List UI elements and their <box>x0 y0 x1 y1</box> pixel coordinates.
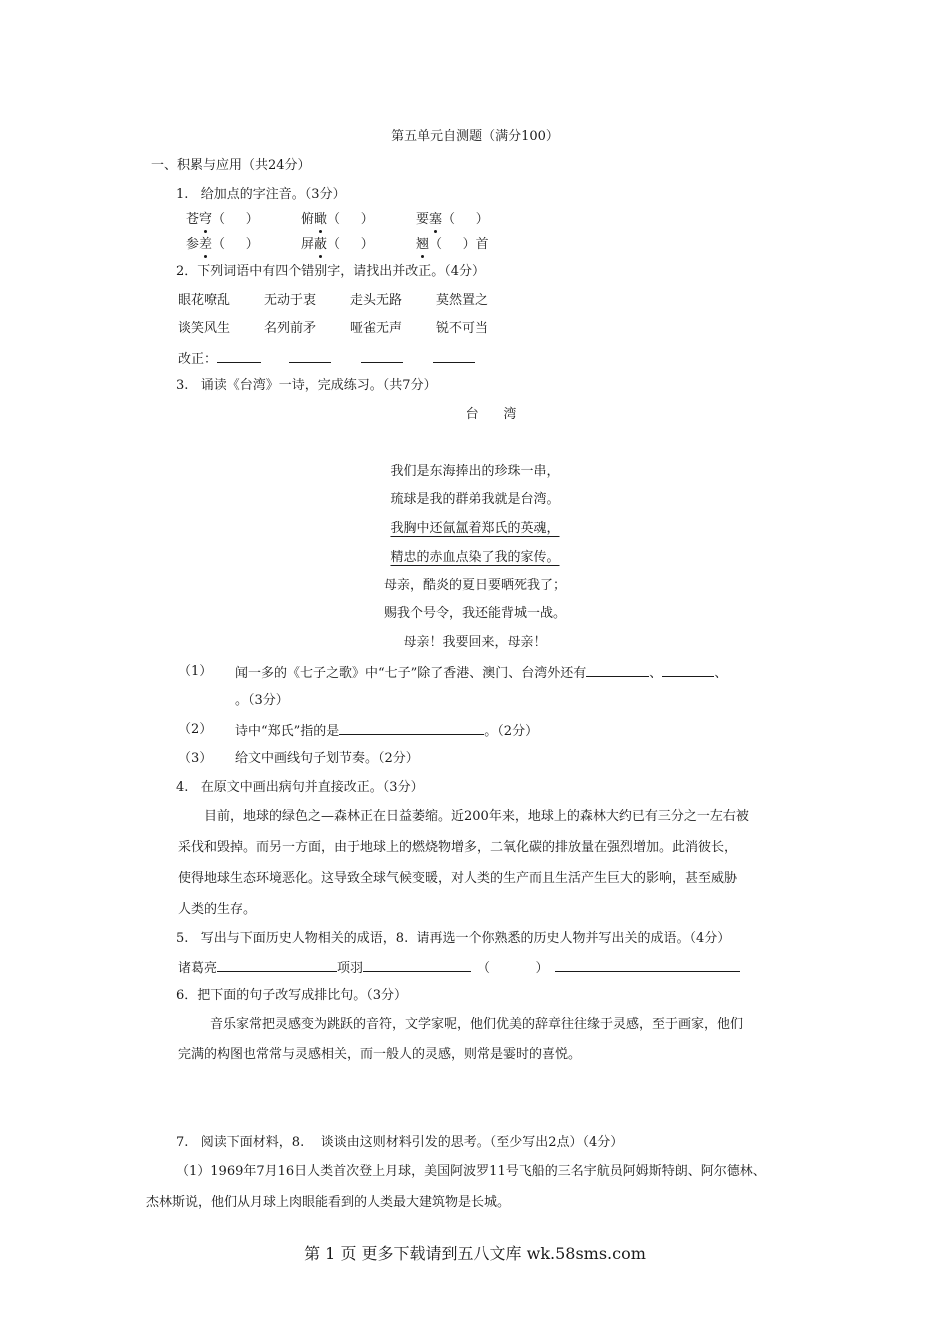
answer-blank[interactable] <box>586 663 649 677</box>
question-1-stem: 1. 给加点的字注音。（3分） <box>176 187 346 202</box>
question-2-stem: 2．下列词语中有四个错别字，请找出并改正。（4分） <box>176 264 486 279</box>
poem-line-underlined: 精忠的赤血点染了我的家传。 <box>390 550 560 565</box>
sub-question-3: 给文中画线句子划节奏。（2分） <box>235 751 419 766</box>
pinyin-item: 要塞（ ） <box>416 212 489 227</box>
page-footer: 第 1 页 更多下载请到五八文库 wk.58sms.com <box>304 1244 646 1263</box>
question-6-stem: 6．把下面的句子改写成排比句。（3分） <box>176 988 408 1003</box>
pinyin-item: 参差（ ） <box>186 237 259 252</box>
paragraph-line: 采伐和毁掉。而另一方面，由于地球上的燃烧物增多，二氧化碳的排放量在强烈增加。此消彼长， <box>178 840 738 855</box>
pinyin-item: 苍穹（ ） <box>186 212 259 227</box>
sub-question-number: （1） <box>178 664 213 679</box>
pinyin-item: 翘（ ）首 <box>416 237 489 252</box>
sub-question-number: （3） <box>178 751 213 766</box>
answer-blank[interactable] <box>361 349 403 363</box>
poem-line: 我们是东海捧出的珍珠一串， <box>390 464 560 479</box>
question-4-stem: 4. 在原文中画出病句并直接改正。（3分） <box>176 780 424 795</box>
answer-blank[interactable] <box>363 958 471 972</box>
question-7-stem: 7. 阅读下面材料，8. 谈谈由这则材料引发的思考。（至少写出2点）（4分） <box>176 1135 624 1150</box>
correction-row <box>178 349 475 369</box>
paragraph-line: 音乐家常把灵感变为跳跃的音符，文学家呢，他们优美的辞章往往缘于灵感，至于画家，他们 <box>210 1017 744 1032</box>
answer-blank[interactable] <box>555 958 740 972</box>
word-item: 锐不可当 <box>436 321 489 336</box>
sub-question-1: 闻一多的《七子之歌》中“七子”除了香港、澳门、台湾外还有 、 、 <box>235 663 727 683</box>
paragraph-line: （1）1969年7月16日人类首次登上月球，美国阿波罗11号飞船的三名宇航员阿姆斯特朗、阿尔德林、 <box>176 1164 766 1179</box>
sub-question-number: （2） <box>178 722 213 737</box>
paragraph-line: 杰林斯说，他们从月球上肉眼能看到的人类最大建筑物是长城。 <box>146 1195 511 1210</box>
word-item: 名列前矛 <box>264 321 317 336</box>
poem-title: 台 湾 <box>465 407 517 422</box>
answer-blank[interactable] <box>217 958 337 972</box>
poem-line: 赐我个号令，我还能背城一战。 <box>383 606 566 621</box>
section-heading: 一、积累与应用（共24分） <box>151 158 311 173</box>
answer-blank[interactable] <box>433 349 475 363</box>
paragraph-line: 人类的生存。 <box>178 902 257 917</box>
sub-question-1-tail: 。（3分） <box>235 693 289 708</box>
pinyin-item: 屏蔽（ ） <box>301 237 374 252</box>
word-item: 无动于衷 <box>264 293 317 308</box>
word-item: 谈笑风生 <box>178 321 231 336</box>
word-item: 走头无路 <box>350 293 403 308</box>
poem-line: 母亲！我要回来，母亲！ <box>403 635 547 650</box>
sub-question-2: 诗中“郑氏”指的是 。（2分） <box>235 721 538 741</box>
word-item: 眼花嘹乱 <box>178 293 231 308</box>
correction-label: 改正： <box>178 352 218 367</box>
answer-blank[interactable] <box>217 349 261 363</box>
poem-line: 琉球是我的群弟我就是台湾。 <box>390 492 560 507</box>
answer-blank[interactable] <box>289 349 331 363</box>
idiom-row: 诸葛亮 项羽 （ ） <box>178 958 740 978</box>
paragraph-line: 完满的构图也常常与灵感相关，而一般人的灵感，则常是霎时的喜悦。 <box>178 1047 582 1062</box>
question-5-stem: 5. 写出与下面历史人物相关的成语，8. 请再选一个你熟悉的历史人物并写出关的成语。（4分） <box>176 931 731 946</box>
word-item: 莫然置之 <box>436 293 489 308</box>
answer-blank[interactable] <box>339 721 484 735</box>
paragraph-line: 使得地球生态环境恶化。这导致全球气候变暖，对人类的生产而且生活产生巨大的影响，甚至威胁 <box>178 871 738 886</box>
word-item: 哑雀无声 <box>350 321 403 336</box>
poem-line: 母亲，酷炎的夏日要晒死我了； <box>383 578 566 593</box>
page-title: 第五单元自测题（满分100） <box>391 129 559 144</box>
pinyin-item: 俯瞰（ ） <box>301 212 374 227</box>
poem-line-underlined: 我胸中还氤氲着郑氏的英魂， <box>390 521 560 536</box>
answer-blank[interactable] <box>662 663 714 677</box>
question-3-stem: 3. 诵读《台湾》一诗，完成练习。（共7分） <box>176 378 437 393</box>
paragraph-line: 目前，地球的绿色之—森林正在日益萎缩。近200年来，地球上的森林大约已有三分之一左右被 <box>204 809 749 824</box>
